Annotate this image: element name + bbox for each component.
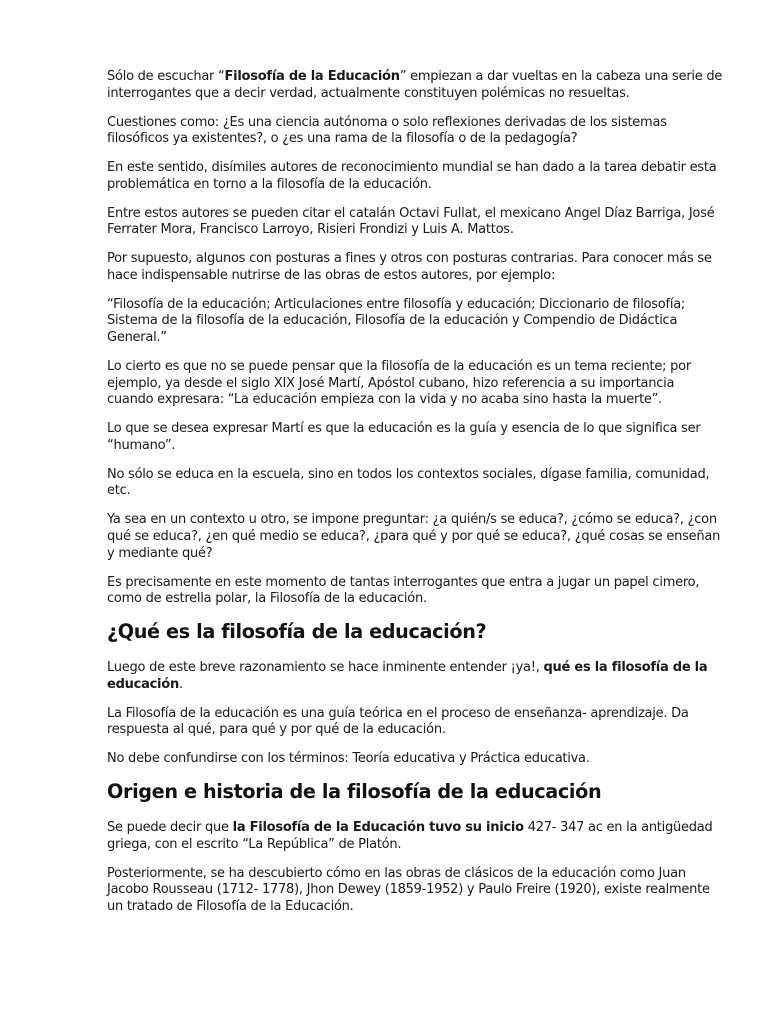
paragraph-polar-star: Es precisamente en este momento de tantas interrogantes que entra a jugar un papel cimero, como de estrella polar, la Filosofía de la educación. bbox=[107, 574, 700, 607]
paragraph-works-list: “Filosofía de la educación; Articulaciones entre filosofía y educación; Diccionario de filosofía; Sistema de la filosofía de la educación, Filosofía de la educación y Compendio de Didáctica General.” bbox=[107, 296, 686, 346]
bold-term: Filosofía de la Educación bbox=[224, 69, 400, 84]
paragraph-marti: Lo cierto es que no se puede pensar que la filosofía de la educación es un tema reciente; por ejemplo, ya desde el siglo XIX José Martí, Apóstol cubano, hizo referencia a su importancia cuando expresara: “La educación empieza con la vida y no acaba sino hasta la muerte”. bbox=[107, 359, 691, 408]
paragraph-text: Sólo de escuchar “ bbox=[107, 69, 225, 84]
paragraph-definition: La Filosofía de la educación es una guía teórica en el proceso de enseñanza- aprendizaje. Da respuesta al qué, para qué y por qué de la educación. bbox=[107, 705, 689, 738]
paragraph-authors-debate: En este sentido, disímiles autores de reconocimiento mundial se han dado a la tarea debatir esta problemática en torno a la filosofía de la educación. bbox=[107, 160, 717, 192]
paragraph-marti-meaning: Lo que se desea expresar Martí es que la educación es la guía y esencia de lo que significa ser “humano”. bbox=[107, 421, 701, 453]
paragraph-intro bbox=[107, 69, 723, 102]
paragraph-text: 427- 347 ac en la antigüedad griega, con el escrito “La República” de Platón. bbox=[107, 820, 713, 852]
paragraph-distinction: No debe confundirse con los términos: Teoría educativa y Práctica educativa. bbox=[107, 751, 590, 767]
heading-what-is: ¿Qué es la filosofía de la educación? bbox=[107, 620, 487, 644]
paragraph-text: Se puede decir que bbox=[107, 820, 233, 836]
paragraph-text: ” empiezan a dar vueltas en la cabeza una serie de interrogantes que a decir verdad, actualmente constituyen polémicas no resueltas. bbox=[107, 69, 723, 101]
paragraph-postures: Por supuesto, algunos con posturas a fines y otros con posturas contrarias. Para conocer más se hace indispensable nutrirse de las obras de estos autores, por ejemplo: bbox=[107, 251, 712, 283]
paragraph-questions-list: Ya sea en un contexto u otro, se impone preguntar: ¿a quién/s se educa?, ¿cómo se educa?, ¿con qué se educa?, ¿en qué medio se educa?, ¿para qué y por qué se educa?, ¿qué cosas se enseñan y mediante qué? bbox=[107, 512, 721, 561]
heading-origin-history: Origen e historia de la filosofía de la educación bbox=[107, 780, 602, 804]
bold-term: qué es la filosofía de la educación bbox=[107, 660, 708, 692]
paragraph-classics: Posteriormente, se ha descubierto cómo en las obras de clásicos de la educación como Juan Jacobo Rousseau (1712- 1778), Jhon Dewey (1859-1952) y Paulo Freire (1920), existe realmente un tratado de Filosofía de la Educación. bbox=[107, 865, 710, 915]
paragraph-contexts: No sólo se educa en la escuela, sino en todos los contextos sociales, dígase familia, comunidad, etc. bbox=[107, 466, 710, 499]
document-body bbox=[107, 69, 723, 928]
paragraph-origin bbox=[107, 820, 723, 853]
bold-term: la Filosofía de la Educación tuvo su inicio bbox=[232, 820, 524, 836]
paragraph-text: Luego de este breve razonamiento se hace inminente entender ¡ya!, bbox=[107, 660, 544, 676]
paragraph-text: . bbox=[178, 676, 183, 692]
paragraph-authors-list: Entre estos autores se pueden citar el catalán Octavi Fullat, el mexicano Angel Díaz Barriga, José Ferrater Mora, Francisco Larroyo, Risieri Frondizi y Luis A. Mattos. bbox=[107, 205, 715, 238]
paragraph-questions: Cuestiones como: ¿Es una ciencia autónoma o solo reflexiones derivadas de los sistemas filosóficos ya existentes?, o ¿es una rama de la filosofía o de la pedagogía? bbox=[107, 114, 667, 147]
paragraph-definition-intro bbox=[107, 660, 723, 693]
